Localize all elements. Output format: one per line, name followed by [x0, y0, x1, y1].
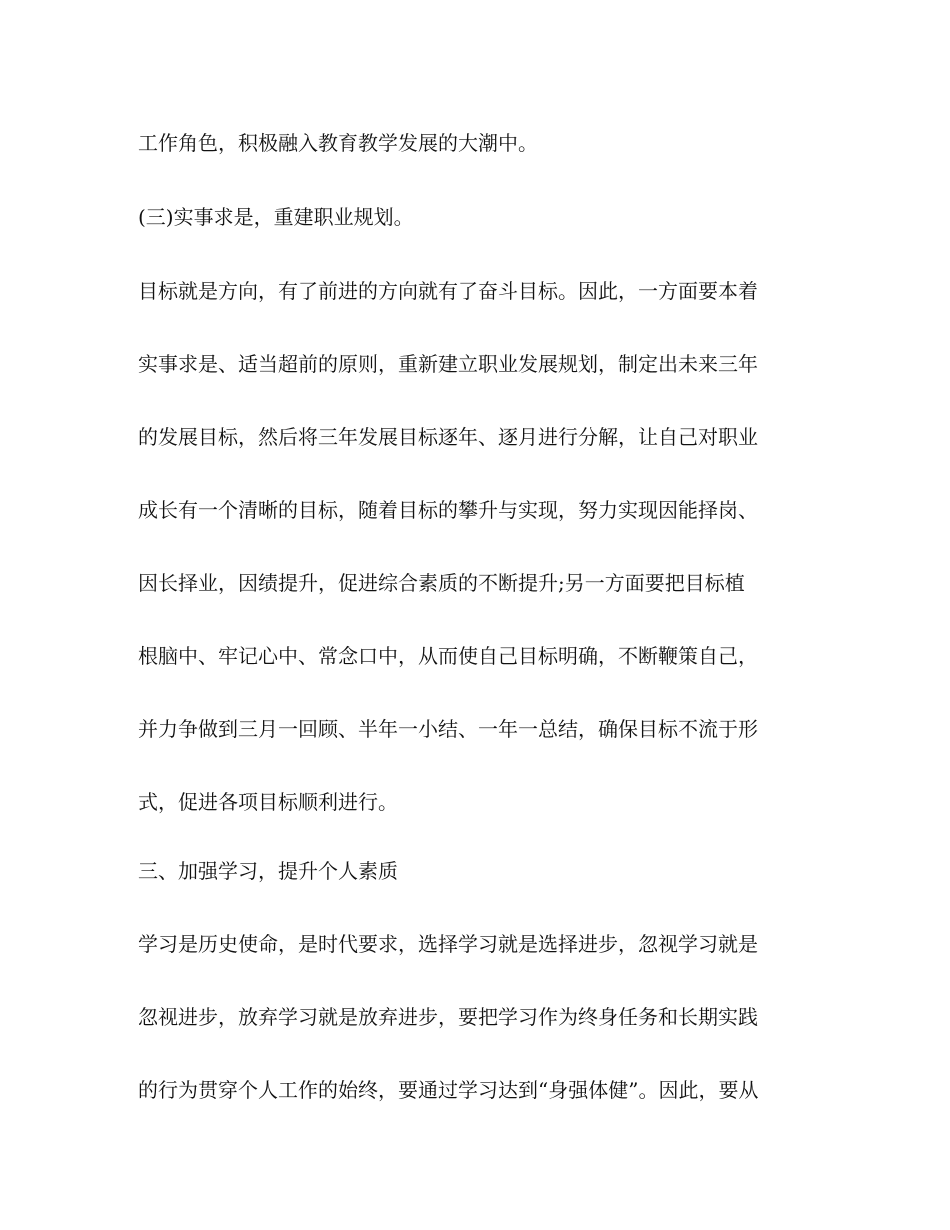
text-line-10: 式，促进各项目标顺利进行。: [138, 790, 398, 814]
section-heading-three: 三、加强学习，提升个人素质: [138, 859, 398, 883]
text-line-13: 忽视进步，放弃学习就是放弃进步，要把学习作为终身任务和长期实践: [138, 1005, 758, 1029]
text-line-1: 工作角色，积极融入教育教学发展的大潮中。: [138, 131, 538, 155]
text-line-14: 的行为贯穿个人工作的始终，要通过学习达到“身强体健”。因此，要从: [138, 1078, 759, 1102]
section-heading-3: (三)实事求是，重建职业规划。: [138, 205, 414, 229]
text-line-6: 成长有一个清晰的目标，随着目标的攀升与实现，努力实现因能择岗、: [138, 498, 758, 522]
text-line-4: 实事求是、适当超前的原则，重新建立职业发展规划，制定出未来三年: [138, 352, 758, 376]
text-line-9: 并力争做到三月一回顾、半年一小结、一年一总结，确保目标不流于形: [138, 717, 758, 741]
text-line-12: 学习是历史使命，是时代要求，选择学习就是选择进步，忽视学习就是: [138, 932, 758, 956]
text-line-8: 根脑中、牢记心中、常念口中，从而使自己目标明确，不断鞭策自己，: [138, 644, 758, 668]
text-line-7: 因长择业，因绩提升，促进综合素质的不断提升;另一方面要把目标植: [138, 571, 745, 595]
text-line-3: 目标就是方向，有了前进的方向就有了奋斗目标。因此，一方面要本着: [138, 279, 758, 303]
text-line-5: 的发展目标，然后将三年发展目标逐年、逐月进行分解，让自己对职业: [138, 425, 758, 449]
